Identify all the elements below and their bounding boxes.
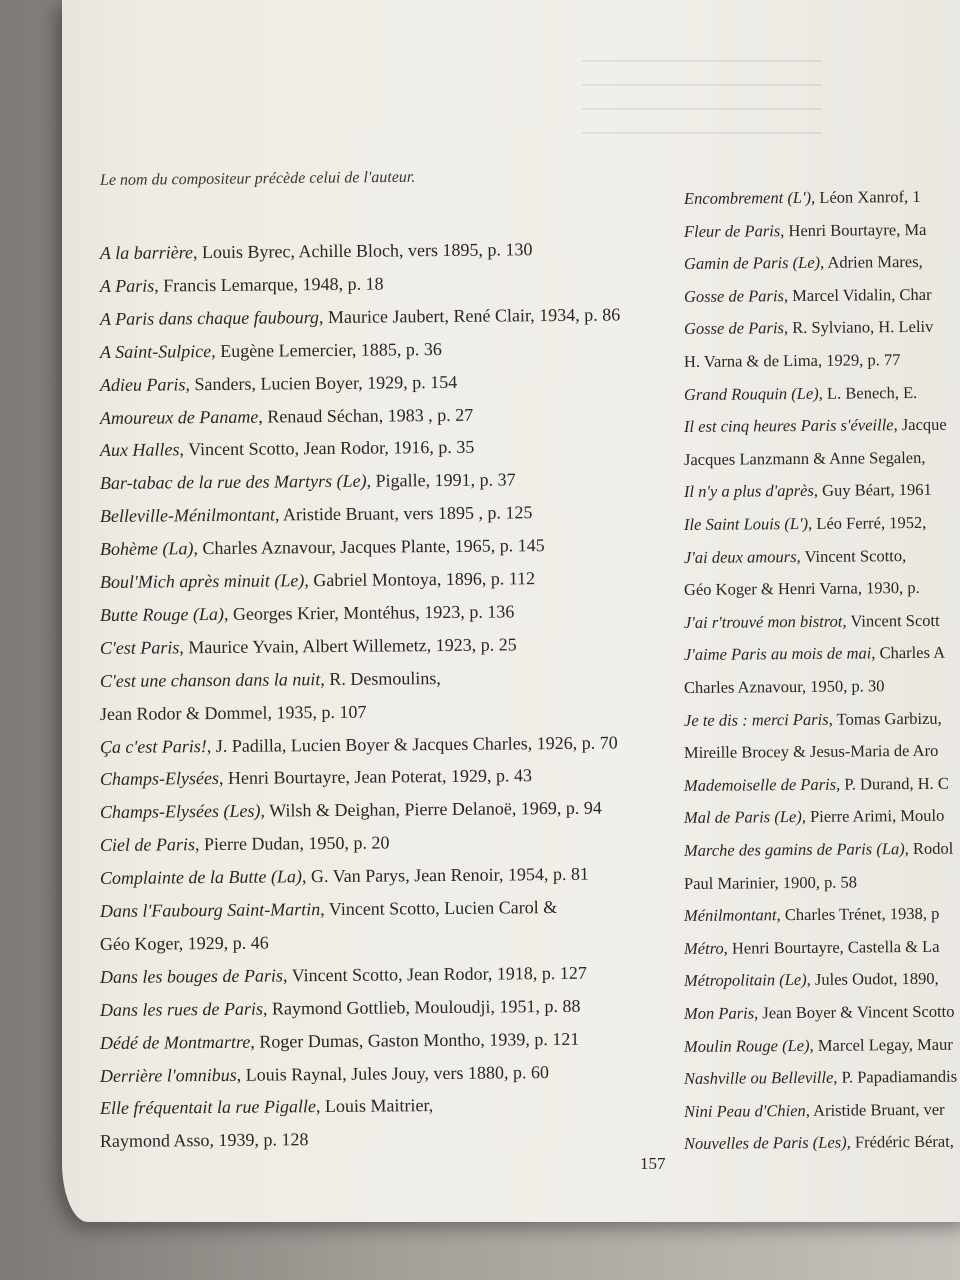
song-title: Elle fréquentait la rue Pigalle: [99, 1096, 317, 1119]
song-title: A Paris dans chaque faubourg: [99, 306, 320, 329]
song-credits: , Marcel Vidalin, Char: [783, 284, 932, 305]
song-credits: , Eugène Lemercier, 1885, p. 36: [211, 338, 442, 361]
song-title: Nini Peau d'Chien: [683, 1100, 806, 1121]
index-entry: [684, 479, 932, 503]
song-title: Amoureux de Paname: [99, 406, 259, 428]
index-entry: [100, 1061, 549, 1087]
song-credits: , Gabriel Montoya, 1896, p. 112: [304, 568, 536, 591]
song-title: Adieu Paris: [99, 373, 186, 395]
song-credits: Mireille Brocey & Jesus-Maria de Aro: [683, 740, 939, 763]
index-entry: [684, 577, 920, 601]
song-title: Je te dis : merci Paris: [683, 709, 829, 730]
song-title: Gosse de Paris: [683, 318, 784, 339]
index-entry: [684, 740, 938, 764]
song-title: C'est une chanson dans la nuit: [99, 668, 321, 691]
index-entry: [684, 1001, 955, 1025]
index-entry: [684, 838, 954, 862]
index-entry: [100, 403, 473, 428]
song-credits: , Charles A: [871, 643, 946, 663]
song-title: Mal de Paris (Le): [683, 807, 802, 828]
song-title: Dans les bouges de Paris: [99, 965, 284, 987]
song-credits: , Pigalle, 1991, p. 37: [366, 469, 516, 491]
index-entry: [100, 534, 545, 560]
song-title: C'est Paris: [99, 637, 180, 658]
song-credits: Géo Koger, 1929, p. 46: [99, 932, 269, 954]
index-entry: [100, 1094, 433, 1119]
song-credits: Raymond Asso, 1939, p. 128: [99, 1129, 309, 1152]
index-entry: [684, 1099, 945, 1123]
index-entry: [684, 675, 885, 699]
song-credits: , Henri Bourtayre, Ma: [780, 219, 927, 240]
song-credits: , Georges Krier, Montéhus, 1923, p. 136: [223, 601, 515, 624]
index-entry: [684, 968, 939, 992]
song-credits: , Rodol: [904, 838, 954, 859]
song-credits: , Jacque: [893, 414, 947, 435]
index-entry: [100, 436, 475, 461]
song-credits: , Renaud Séchan, 1983 , p. 27: [258, 404, 474, 427]
index-entry: [100, 600, 515, 626]
song-credits: , Jules Oudot, 1890,: [806, 969, 939, 990]
song-credits: , Aristide Bruant, vers 1895 , p. 125: [274, 502, 533, 525]
song-credits: , R. Sylviano, H. Leliv: [783, 317, 934, 338]
index-entry: [100, 238, 533, 264]
song-credits: , Tomas Garbizu,: [828, 708, 942, 729]
index-entry: [100, 765, 532, 791]
song-credits: , Vincent Scotto,: [796, 545, 907, 566]
index-entry: [684, 1066, 957, 1090]
song-credits: Géo Koger & Henri Varna, 1930, p.: [683, 578, 920, 600]
index-entry: [684, 218, 927, 242]
song-credits: , P. Durand, H. C: [836, 773, 949, 794]
song-title: Dans les rues de Paris: [99, 998, 264, 1020]
index-entry: [100, 501, 533, 527]
song-title: Butte Rouge (La): [99, 603, 225, 625]
song-credits: , Roger Dumas, Gaston Montho, 1939, p. 121: [250, 1028, 580, 1052]
song-title: Encombrement (L'): [683, 187, 812, 208]
song-credits: Jean Rodor & Dommel, 1935, p. 107: [99, 701, 367, 724]
song-credits: , Wilsh & Deighan, Pierre Delanoë, 1969, p. 94: [260, 797, 602, 821]
index-entry: [684, 349, 901, 373]
index-entry: [684, 903, 939, 927]
song-title: Champs-Elysées (Les): [99, 800, 261, 823]
song-title: Complainte de la Butte (La): [99, 866, 303, 889]
index-entry: [100, 863, 589, 889]
index-entry: [684, 512, 926, 536]
song-title: Moulin Rouge (Le): [683, 1035, 810, 1056]
song-credits: , Vincent Scotto, Jean Rodor, 1916, p. 35: [179, 437, 475, 460]
index-entry: [684, 186, 921, 210]
song-credits: , Aristide Bruant, ver: [805, 1099, 945, 1120]
song-title: J'ai deux amours: [683, 546, 797, 567]
song-title: Il est cinq heures Paris s'éveille: [683, 415, 894, 437]
index-entry: [100, 896, 557, 922]
index-entry: [684, 871, 857, 895]
song-credits: , Louis Maitrier,: [315, 1095, 434, 1117]
song-credits: , Vincent Scotto, Lucien Carol &: [320, 897, 558, 920]
song-credits: , Charles Trénet, 1938, p: [776, 903, 940, 925]
index-entry: [684, 772, 949, 796]
index-entry: [684, 610, 940, 634]
song-title: Derrière l'omnibus: [99, 1064, 237, 1086]
song-credits: , Adrien Mares,: [820, 252, 923, 272]
index-entry: [100, 731, 618, 758]
song-credits: , Léon Xanrof, 1: [811, 186, 921, 207]
song-credits: , Jean Boyer & Vincent Scotto: [754, 1001, 955, 1023]
index-entry: [100, 567, 535, 593]
song-credits: , Vincent Scott: [842, 610, 940, 631]
index-entry: [684, 284, 932, 308]
song-credits: , Pierre Dudan, 1950, p. 20: [194, 832, 390, 855]
song-title: Il n'y a plus d'après: [683, 481, 814, 502]
song-credits: , Pierre Arimi, Moulo: [801, 806, 945, 827]
song-title: Marche des gamins de Paris (La): [683, 839, 905, 860]
index-entry: [684, 1033, 953, 1057]
index-entry: [100, 1128, 309, 1152]
song-title: Mademoiselle de Paris: [683, 774, 837, 795]
song-credits: Charles Aznavour, 1950, p. 30: [683, 676, 885, 697]
song-credits: , Maurice Jaubert, René Clair, 1934, p. 86: [318, 304, 621, 327]
header-note: Le nom du compositeur précède celui de l'auteur.: [99, 168, 416, 189]
index-entry: [100, 832, 390, 857]
index-entry: [684, 707, 942, 731]
song-credits: , J. Padilla, Lucien Boyer & Jacques Charles, 1926, p. 70: [206, 731, 618, 756]
index-entry: [100, 700, 367, 724]
song-credits: , L. Benech, E.: [818, 382, 918, 403]
song-credits: , Léo Ferré, 1952,: [807, 512, 927, 533]
song-title: J'ai r'trouvé mon bistrot: [683, 611, 843, 632]
song-credits: Paul Marinier, 1900, p. 58: [683, 872, 858, 893]
song-title: J'aime Paris au mois de mai: [683, 643, 872, 665]
index-entry: [100, 370, 457, 395]
song-title: Mon Paris: [683, 1003, 755, 1023]
index-entry: [684, 642, 945, 666]
index-entry: [684, 251, 923, 275]
index-entry: [684, 545, 906, 569]
song-credits: , Maurice Yvain, Albert Willemetz, 1923, p. 25: [179, 634, 517, 658]
index-entry: [100, 1027, 579, 1053]
index-entry: [684, 1131, 954, 1155]
index-entry: [684, 382, 917, 406]
song-title: Fleur de Paris: [683, 220, 781, 241]
page-number: 157: [640, 1154, 666, 1173]
song-credits: , Guy Béart, 1961: [813, 480, 932, 501]
song-credits: , R. Desmoulins,: [320, 667, 441, 689]
song-title: A Paris: [99, 275, 155, 296]
index-entry: [100, 303, 620, 330]
song-title: Métropolitain (Le): [683, 970, 807, 991]
song-credits: , Raymond Gottlieb, Mouloudji, 1951, p. 88: [262, 995, 581, 1019]
song-credits: H. Varna & de Lima, 1929, p. 77: [683, 350, 901, 371]
song-title: A la barrière: [99, 242, 194, 263]
song-credits: , Vincent Scotto, Jean Rodor, 1918, p. 127: [282, 962, 587, 986]
bleed-through-text: [582, 60, 822, 150]
index-entry: [684, 805, 944, 829]
song-title: Ciel de Paris: [99, 834, 196, 856]
song-credits: , Louis Byrec, Achille Bloch, vers 1895, p. 130: [192, 239, 533, 263]
song-title: Nouvelles de Paris (Les): [683, 1132, 847, 1154]
song-title: Ça c'est Paris!: [99, 735, 207, 757]
index-entry: [684, 414, 947, 438]
song-title: Bar-tabac de la rue des Martyrs (Le): [99, 470, 367, 494]
song-credits: , Francis Lemarque, 1948, p. 18: [154, 273, 384, 296]
index-entry: [684, 316, 934, 340]
song-title: Bohème (La): [99, 538, 194, 560]
song-credits: , P. Papadiamandis: [833, 1066, 958, 1087]
song-credits: , G. Van Parys, Jean Renoir, 1954, p. 81: [301, 863, 589, 887]
song-credits: , Louis Raynal, Jules Jouy, vers 1880, p. 60: [236, 1061, 550, 1085]
song-credits: , Sanders, Lucien Boyer, 1929, p. 154: [185, 371, 458, 394]
song-title: Métro: [683, 938, 724, 958]
song-title: Dédé de Montmartre: [99, 1031, 251, 1053]
index-entry: [100, 931, 269, 954]
index-entry: [100, 994, 581, 1020]
index-entry: [100, 272, 384, 296]
song-title: Dans l'Faubourg Saint-Martin: [99, 899, 321, 921]
song-title: Gamin de Paris (Le): [683, 253, 821, 274]
song-credits: , Henri Bourtayre, Jean Poterat, 1929, p. 43: [218, 765, 532, 789]
song-title: A Saint-Sulpice: [99, 340, 212, 362]
index-entry: [684, 447, 926, 471]
index-entry: [100, 469, 516, 495]
index-entry: [100, 962, 587, 988]
index-entry: [100, 667, 441, 692]
song-title: Grand Rouquin (Le): [683, 383, 819, 404]
index-entry: [100, 633, 517, 659]
song-credits: , Charles Aznavour, Jacques Plante, 1965, p. 145: [193, 535, 545, 559]
song-title: Belleville-Ménilmontant: [99, 504, 276, 527]
song-credits: Jacques Lanzmann & Anne Segalen,: [683, 447, 926, 469]
song-title: Ménilmontant: [683, 905, 777, 926]
song-credits: , Henri Bourtayre, Castella & La: [723, 936, 940, 958]
song-credits: , Marcel Legay, Maur: [809, 1034, 953, 1055]
song-title: Ile Saint Louis (L'): [683, 513, 809, 534]
song-title: Gosse de Paris: [683, 285, 784, 306]
song-title: Champs-Elysées: [99, 768, 220, 790]
index-entry: [684, 936, 940, 960]
song-credits: , Frédéric Bérat,: [846, 1132, 954, 1152]
song-title: Boul'Mich après minuit (Le): [99, 570, 305, 592]
song-title: Aux Halles: [99, 439, 180, 461]
song-title: Nashville ou Belleville: [683, 1067, 834, 1089]
index-entry: [100, 338, 442, 363]
